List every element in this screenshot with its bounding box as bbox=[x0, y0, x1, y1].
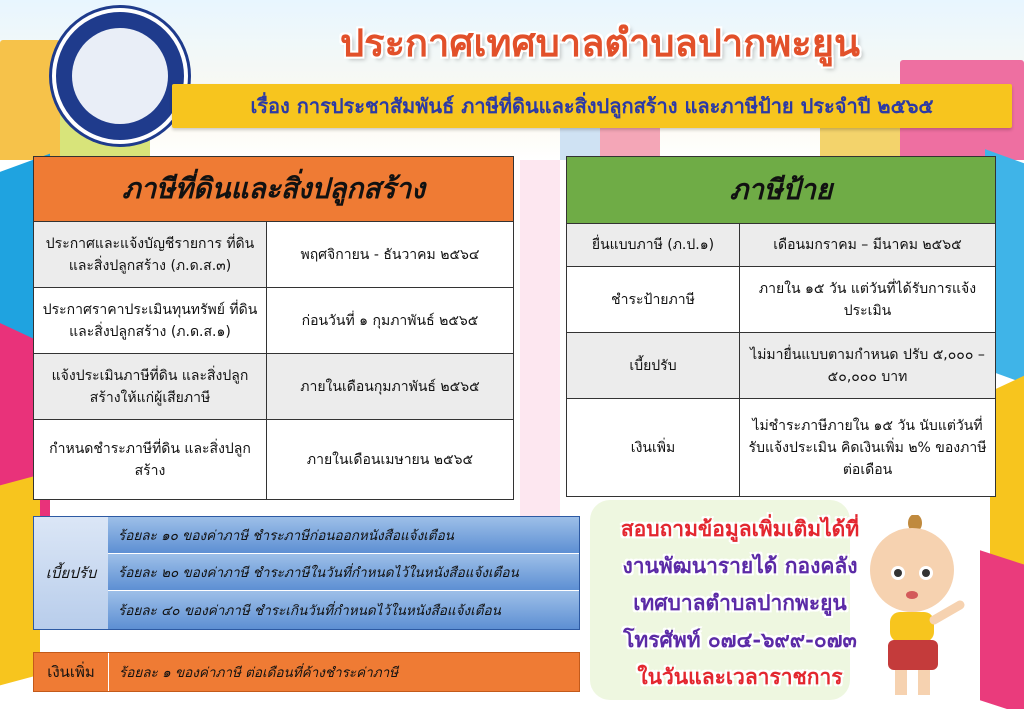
land-tax-item: กำหนดชำระภาษีที่ดิน และสิ่งปลูกสร้าง bbox=[34, 420, 267, 500]
sign-tax-when: เดือนมกราคม – มีนาคม ๒๕๖๕ bbox=[740, 224, 996, 267]
land-tax-item: แจ้งประเมินภาษีที่ดิน และสิ่งปลูกสร้างให้แก่ผู้เสียภาษี bbox=[34, 354, 267, 420]
sign-tax-when: ภายใน ๑๕ วัน แต่วันที่ได้รับการแจ้งประเมิน bbox=[740, 267, 996, 333]
table-row bbox=[34, 288, 514, 354]
sign-tax-item: ชำระป้ายภาษี bbox=[567, 267, 740, 333]
sign-tax-heading: ภาษีป้าย bbox=[567, 157, 996, 224]
contact-phone: โทรศัพท์ ๐๗๔-๖๙๙-๐๗๓ bbox=[623, 627, 857, 652]
thai-child-mascot-icon bbox=[860, 515, 970, 700]
sign-tax-item: เบี้ยปรับ bbox=[567, 333, 740, 399]
penalty-row: ร้อยละ ๔๐ ของค่าภาษี ชำระเกินวันที่กำหนดไว้ในหนังสือแจ้งเตือน bbox=[108, 591, 579, 629]
surcharge-label: เงินเพิ่ม bbox=[34, 653, 109, 691]
table-row bbox=[34, 222, 514, 288]
sign-tax-table bbox=[566, 156, 996, 497]
sign-tax-when: ไม่มายื่นแบบตามกำหนด ปรับ ๕,๐๐๐ – ๕๐,๐๐๐ บาท bbox=[740, 333, 996, 399]
land-tax-when: ก่อนวันที่ ๑ กุมภาพันธ์ ๒๕๖๕ bbox=[267, 288, 514, 354]
land-tax-item: ประกาศและแจ้งบัญชีรายการ ที่ดินและสิ่งปลูกสร้าง (ภ.ด.ส.๓) bbox=[34, 222, 267, 288]
land-tax-item: ประกาศราคาประเมินทุนทรัพย์ ที่ดินและสิ่งปลูกสร้าง (ภ.ด.ส.๑) bbox=[34, 288, 267, 354]
surcharge-box bbox=[33, 652, 580, 692]
page-subtitle: เรื่อง การประชาสัมพันธ์ ภาษีที่ดินและสิ่งปลูกสร้าง และภาษีป้าย ประจำปี ๒๕๖๕ bbox=[172, 84, 1012, 128]
land-tax-when: พฤศจิกายน - ธันวาคม ๒๕๖๔ bbox=[267, 222, 514, 288]
table-row bbox=[567, 333, 996, 399]
municipal-seal-icon bbox=[52, 8, 188, 144]
table-row bbox=[567, 267, 996, 333]
page-title: ประกาศเทศบาลตำบลปากพะยูน bbox=[340, 20, 860, 65]
contact-line: เทศบาลตำบลปากพะยูน bbox=[633, 590, 847, 615]
penalty-row: ร้อยละ ๑๐ ของค่าภาษี ชำระภาษีก่อนออกหนังสือแจ้งเตือน bbox=[108, 517, 579, 554]
contact-line: ในวันและเวลาราชการ bbox=[637, 664, 843, 689]
contact-line: งานพัฒนารายได้ กองคลัง bbox=[622, 553, 858, 578]
land-tax-when: ภายในเดือนเมษายน ๒๕๖๕ bbox=[267, 420, 514, 500]
table-row bbox=[34, 354, 514, 420]
penalty-row: ร้อยละ ๒๐ ของค่าภาษี ชำระภาษีในวันที่กำหนดไว้ในหนังสือแจ้งเตือน bbox=[108, 554, 579, 591]
sign-tax-item: เงินเพิ่ม bbox=[567, 399, 740, 497]
land-tax-heading: ภาษีที่ดินและสิ่งปลูกสร้าง bbox=[34, 157, 514, 222]
penalty-box bbox=[33, 516, 580, 630]
penalty-label: เบี้ยปรับ bbox=[34, 517, 109, 629]
contact-line: สอบถามข้อมูลเพิ่มเติมได้ที่ bbox=[620, 516, 860, 541]
sign-tax-item: ยื่นแบบภาษี (ภ.ป.๑) bbox=[567, 224, 740, 267]
surcharge-text: ร้อยละ ๑ ของค่าภาษี ต่อเดือนที่ค้างชำระค่าภาษี bbox=[119, 665, 399, 681]
table-row bbox=[34, 420, 514, 500]
land-tax-table bbox=[33, 156, 514, 500]
land-tax-when: ภายในเดือนกุมภาพันธ์ ๒๕๖๕ bbox=[267, 354, 514, 420]
table-row bbox=[567, 224, 996, 267]
sign-tax-when: ไม่ชำระภาษีภายใน ๑๕ วัน นับแต่วันที่รับแจ้งประเมิน คิดเงินเพิ่ม ๒% ของภาษี ต่อเดือน bbox=[740, 399, 996, 497]
contact-info bbox=[600, 510, 880, 695]
table-row bbox=[567, 399, 996, 497]
